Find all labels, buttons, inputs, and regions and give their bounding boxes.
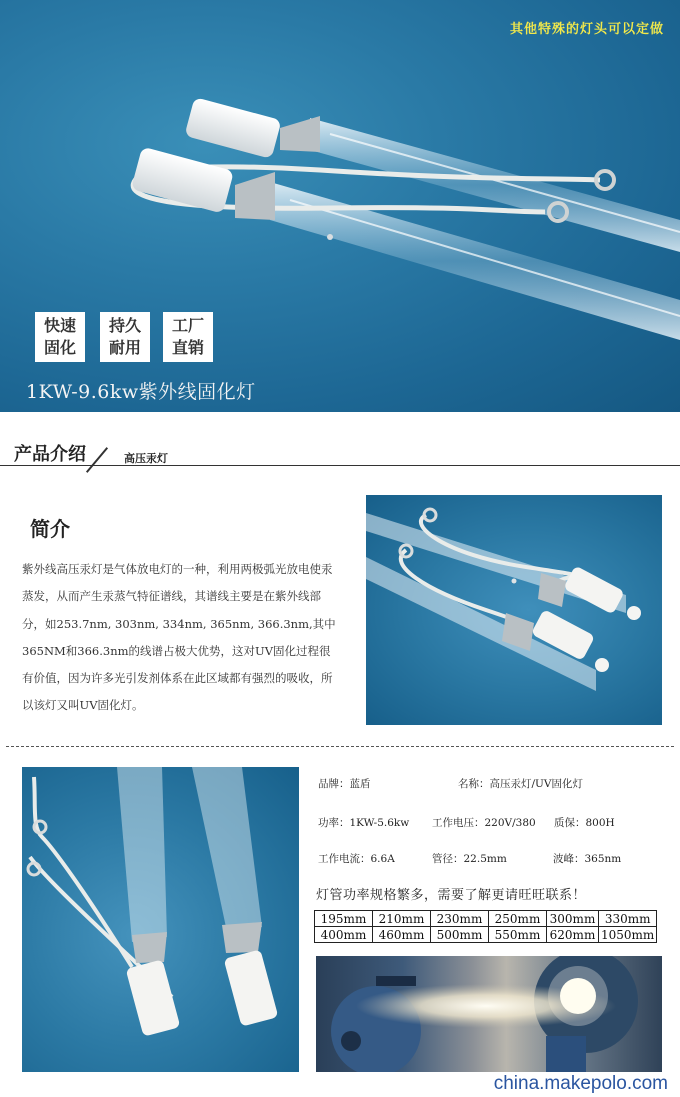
spec-warranty: 质保：800H — [554, 817, 615, 829]
badge-line: 快速 — [43, 316, 76, 335]
spec-current: 工作电流：6.6A — [318, 853, 395, 865]
badge-line: 固化 — [43, 338, 76, 357]
badge-factory-direct — [163, 312, 213, 362]
lamp-lit-photo — [316, 956, 662, 1072]
spec-power: 功率：1KW-5.6kw — [318, 817, 410, 829]
lamp-photo-2-graphic — [22, 767, 299, 1072]
size-cell: 620mm — [547, 927, 599, 943]
watermark: china.makepolo.com — [493, 1073, 668, 1094]
spec-name: 名称：高压汞灯/UV固化灯 — [458, 778, 583, 790]
section-title: 产品介绍 — [14, 444, 86, 465]
spec-brand: 品牌：蓝盾 — [318, 778, 371, 790]
lamp-lit-photo-graphic — [316, 956, 662, 1072]
size-cell: 330mm — [599, 911, 657, 927]
size-cell: 250mm — [489, 911, 547, 927]
section-subtitle: 高压汞灯 — [124, 452, 168, 465]
custom-lamp-note: 其他特殊的灯头可以定做 — [509, 22, 664, 37]
section-underline — [0, 465, 680, 466]
badge-durable — [100, 312, 150, 362]
intro-heading: 简介 — [30, 517, 70, 541]
badge-line: 直销 — [171, 338, 204, 357]
size-cell: 460mm — [373, 927, 431, 943]
lamp-photo-2 — [22, 767, 299, 1072]
hero-title: 1KW-9.6kw紫外线固化灯 — [26, 381, 256, 403]
spec-note: 灯管功率规格繁多，需要了解更请旺旺联系！ — [316, 888, 587, 903]
spec-peak: 波峰：365nm — [553, 853, 622, 865]
size-cell: 400mm — [315, 927, 373, 943]
badge-line: 耐用 — [108, 338, 141, 357]
intro-paragraph: 紫外线高压汞灯是气体放电灯的一种，利用两极弧光放电使汞蒸发，从而产生汞蒸气特征谱线，其谱线主要是在紫外线部分，如253.7nm, 303nm, 334nm, 365nm, 366.3nm,其中365NM和366.3nm的线谱占极大优势，这对UV固化过程很有价值，因为许多光引发剂体系在此区域都有强烈的吸收，所以该灯又叫UV固化灯。 — [22, 562, 336, 713]
lamp-photo-1 — [366, 495, 662, 725]
size-cell: 210mm — [373, 911, 431, 927]
badge-line: 持久 — [108, 316, 141, 335]
size-cell: 230mm — [431, 911, 489, 927]
size-cell: 1050mm — [599, 927, 657, 943]
spec-voltage: 工作电压：220V/380 — [432, 817, 536, 829]
badge-line: 工厂 — [171, 316, 204, 335]
size-cell: 300mm — [547, 911, 599, 927]
hero-banner — [0, 0, 680, 412]
size-table — [314, 910, 657, 943]
table-row — [315, 927, 657, 943]
size-cell: 550mm — [489, 927, 547, 943]
size-cell: 195mm — [315, 911, 373, 927]
spec-diameter: 管径：22.5mm — [432, 853, 507, 865]
table-row — [315, 911, 657, 927]
dashed-divider — [6, 746, 674, 747]
lamp-photo-1-graphic — [366, 495, 662, 725]
section-divider-slash — [86, 447, 108, 473]
size-cell: 500mm — [431, 927, 489, 943]
badge-fast-cure — [35, 312, 85, 362]
